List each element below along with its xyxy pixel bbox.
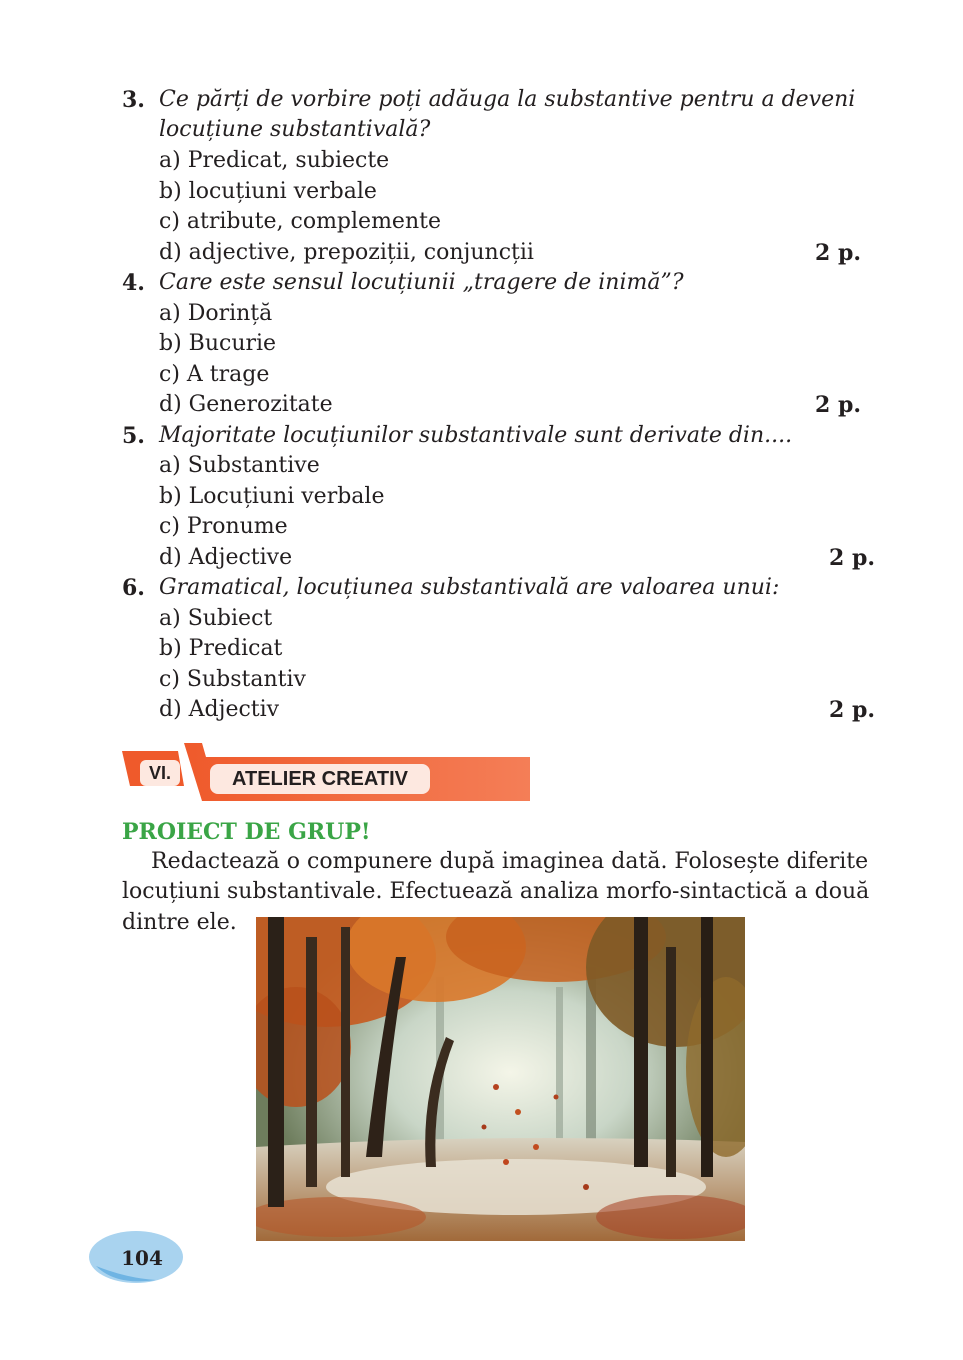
answer-option: d) Adjective bbox=[159, 545, 293, 570]
page-number: 104 bbox=[121, 1246, 163, 1270]
answer-option: b) Bucurie bbox=[159, 331, 277, 356]
answer-option: a) Predicat, subiecte bbox=[159, 148, 390, 173]
question-number: 4. bbox=[122, 270, 145, 296]
answer-option: c) A trage bbox=[159, 362, 270, 387]
question-number: 5. bbox=[122, 423, 145, 449]
question-text-line: Majoritate locuțiunilor substantivale sunt derivate din.... bbox=[159, 423, 793, 448]
points-label: 2 p. bbox=[815, 392, 862, 418]
question-number: 3. bbox=[122, 87, 145, 113]
project-title: PROIECT DE GRUP! bbox=[122, 819, 371, 845]
answer-option: d) Generozitate bbox=[159, 392, 333, 417]
answer-option: a) Dorință bbox=[159, 301, 273, 326]
answer-option: a) Subiect bbox=[159, 606, 273, 631]
answer-option: b) Locuțiuni verbale bbox=[159, 484, 385, 509]
project-text-line: Redactează o compunere după imaginea dată. Folosește diferite bbox=[151, 849, 869, 874]
answer-option: c) Substantiv bbox=[159, 667, 306, 692]
answer-option: c) atribute, complemente bbox=[159, 209, 441, 234]
answer-option: c) Pronume bbox=[159, 514, 288, 539]
question-number: 6. bbox=[122, 575, 145, 601]
section-title: ATELIER CREATIV bbox=[210, 764, 430, 794]
answer-option: d) Adjectiv bbox=[159, 697, 280, 722]
answer-option: d) adjective, prepoziții, conjuncții bbox=[159, 240, 534, 265]
question-text-line: locuțiune substantivală? bbox=[159, 117, 431, 142]
project-text-line: locuțiuni substantivale. Efectuează analiza morfo-sintactică a două bbox=[122, 879, 870, 904]
question-text-line: Care este sensul locuțiunii „tragere de inimă”? bbox=[159, 270, 684, 295]
answer-option: b) locuțiuni verbale bbox=[159, 179, 377, 204]
question-text-line: Gramatical, locuțiunea substantivală are valoarea unui: bbox=[159, 575, 780, 600]
points-label: 2 p. bbox=[815, 240, 862, 266]
section-number: VI. bbox=[140, 760, 180, 786]
answer-option: a) Substantive bbox=[159, 453, 320, 478]
autumn-forest-image bbox=[256, 917, 745, 1241]
points-label: 2 p. bbox=[829, 697, 876, 723]
answer-option: b) Predicat bbox=[159, 636, 283, 661]
project-text-line: dintre ele. bbox=[122, 910, 237, 935]
question-text-line: Ce părți de vorbire poți adăuga la substantive pentru a deveni bbox=[159, 87, 856, 112]
points-label: 2 p. bbox=[829, 545, 876, 571]
